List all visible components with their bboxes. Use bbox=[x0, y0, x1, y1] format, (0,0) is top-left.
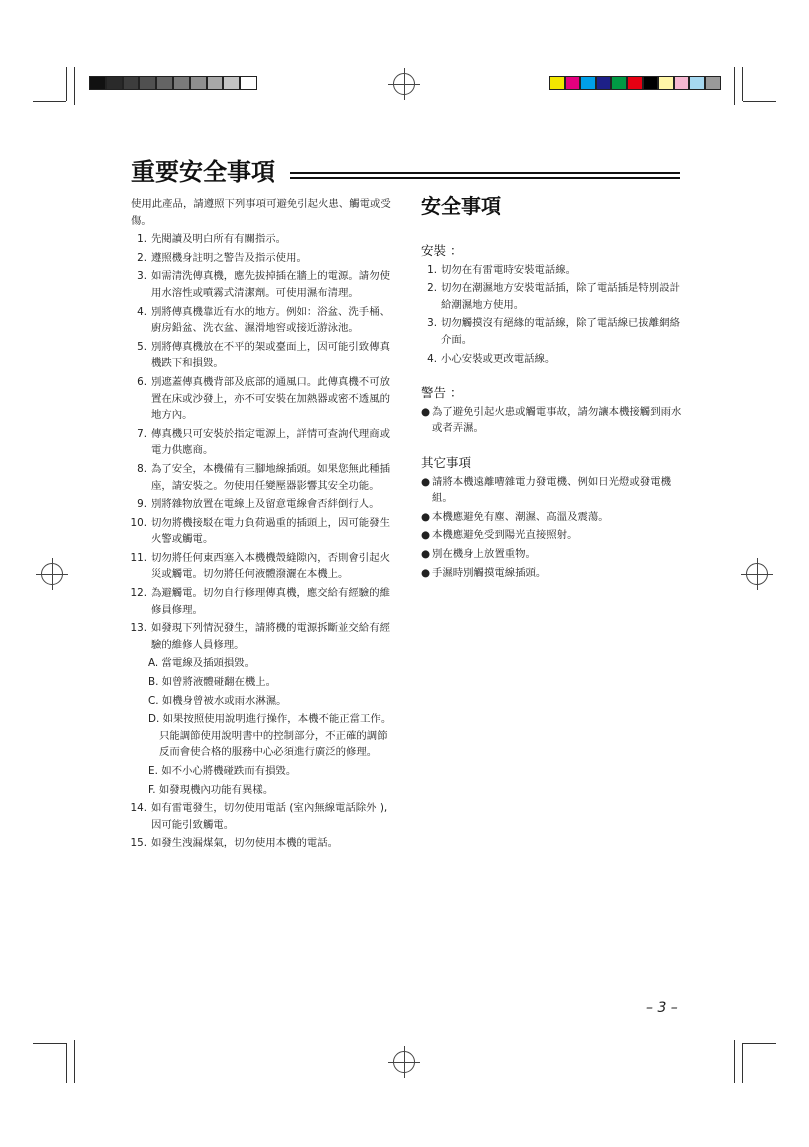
gray-color-bar bbox=[89, 76, 257, 90]
bullet-icon: ● bbox=[421, 529, 431, 542]
other-heading: 其它事項 bbox=[421, 454, 472, 470]
color-swatch bbox=[705, 76, 721, 90]
list-item: 9. 別將雜物放置在電線上及留意電線會否絆倒行人。 bbox=[137, 498, 380, 511]
page-number: – 3 – bbox=[646, 1000, 678, 1016]
safety-notes-column bbox=[421, 193, 683, 599]
sub-list-item: B. 如曾將液體碰翻在機上。 bbox=[148, 676, 277, 689]
list-item: 13. 如發現下列情況發生，請將機的電源拆斷並交給有經驗的維修人員修理。 A. 當電線及插頭損毀。 B. 如曾將液體碰翻在機上。 C. 如機身曾被水或雨水淋濕。 D. 如果按照使用說明進行操作，本機不能正當工作。只能調節使用說明書中的控制部分，不正確的調節反而會使合格的服務中心必須進行廣泛的修理。 E. 如不小心將機碰跌而有損毀。 F. 如發現機內功能有異樣。 bbox=[131, 620, 393, 798]
bullet-icon: ● bbox=[421, 566, 431, 579]
color-swatch bbox=[580, 76, 596, 90]
install-list bbox=[421, 262, 683, 368]
sub-list-item: A. 當電線及插頭損毀。 bbox=[148, 657, 256, 670]
list-item: ● 手濕時別觸摸電線插頭。 bbox=[421, 565, 683, 582]
list-item: 2. 切勿在潮濕地方安裝電話插，除了電話插是特別設計給潮濕地方使用。 bbox=[427, 282, 680, 311]
registration-mark-top bbox=[393, 73, 415, 95]
color-swatch bbox=[643, 76, 659, 90]
color-swatch bbox=[156, 76, 173, 90]
color-swatch bbox=[190, 76, 207, 90]
other-list bbox=[421, 474, 683, 582]
warning-heading: 警告 ： bbox=[421, 385, 463, 401]
color-swatch bbox=[123, 76, 140, 90]
install-heading: 安裝 ： bbox=[421, 243, 463, 258]
sub-list-item: F. 如發現機內功能有異樣。 bbox=[148, 783, 274, 796]
list-item: 6. 別遮蓋傳真機背部及底部的通風口。此傳真機不可放置在床或沙發上，亦不可安裝在加熱器或密不透風的地方內。 bbox=[137, 375, 390, 422]
color-swatch bbox=[674, 76, 690, 90]
color-swatch bbox=[207, 76, 224, 90]
other-section bbox=[421, 455, 683, 581]
color-swatch bbox=[549, 76, 565, 90]
registration-mark-right bbox=[746, 563, 768, 585]
list-item: 14. 如有雷電發生，切勿使用電話 (室內無線電話除外 ), 因可能引致觸電。 bbox=[130, 802, 388, 831]
list-item: 15. 如發生洩漏煤氣，切勿使用本機的電話。 bbox=[130, 837, 339, 850]
bullet-icon: ● bbox=[421, 475, 431, 488]
color-swatch bbox=[240, 76, 257, 90]
color-swatch bbox=[223, 76, 240, 90]
color-swatch bbox=[627, 76, 643, 90]
list-item: ● 請將本機遠離嘈雜電力發電機、例如日光燈或發電機組。 bbox=[421, 475, 671, 505]
sub-list-item: D. 如果按照使用說明進行操作，本機不能正當工作。只能調節使用說明書中的控制部分，不正確的調節反而會使合格的服務中心必須進行廣泛的修理。 bbox=[148, 713, 392, 759]
intro-text: 使用此產品，請遵照下列事項可避免引起火患、觸電或受傷。 bbox=[131, 198, 391, 227]
list-item: 10. 切勿將機接駁在電力負荷過重的插頭上，因可能發生火警或觸電。 bbox=[130, 516, 390, 546]
list-item: 11. 切勿將任何東西塞入本機機殼縫隙內，否則會引起火災或觸電。切勿將任何液體潑灑在本機上。 bbox=[130, 551, 390, 581]
warning-section bbox=[421, 385, 683, 437]
warning-list bbox=[421, 404, 683, 437]
list-item: ● 本機應避免有塵、潮濕、高溫及震蕩。 bbox=[421, 509, 683, 526]
safety-instructions-column bbox=[131, 196, 393, 854]
list-item: ● 本機應避免受到陽光直接照射。 bbox=[421, 527, 683, 544]
list-item: 3. 切勿觸摸沒有絕緣的電話線，除了電話線已拔離網絡介面。 bbox=[427, 317, 680, 346]
process-color-bar bbox=[549, 76, 721, 90]
page-title: 重要安全事項 bbox=[131, 158, 275, 186]
list-item: 4. 小心安裝或更改電話線。 bbox=[427, 352, 556, 365]
color-swatch bbox=[106, 76, 123, 90]
color-swatch bbox=[173, 76, 190, 90]
list-item: ● 為了避免引起火患或觸電事故，請勿讓本機接觸到雨水或者弄濕。 bbox=[421, 405, 682, 435]
install-section bbox=[421, 243, 683, 367]
list-item: 8. 為了安全，本機備有三腳地線插頭。如果您無此種插座，請安裝之。勿使用任變壓器影響其安全功能。 bbox=[137, 462, 390, 492]
color-swatch bbox=[139, 76, 156, 90]
color-swatch bbox=[89, 76, 106, 90]
list-item: 4. 別將傳真機靠近有水的地方。例如：浴盆、洗手桶、廚房鉛盆、洗衣盆、濕滑地窖或接近游泳池。 bbox=[137, 305, 390, 335]
safety-list bbox=[131, 231, 393, 852]
sub-list-item: C. 如機身曾被水或雨水淋濕。 bbox=[148, 694, 287, 707]
list-item: 3. 如需清洗傳真機，應先拔掉插在牆上的電源。請勿使用水溶性或噴霧式清潔劑。可使用濕布清理。 bbox=[137, 270, 390, 299]
section-title: 安全事項 bbox=[421, 194, 501, 218]
color-swatch bbox=[689, 76, 705, 90]
list-item: ● 別在機身上放置重物。 bbox=[421, 546, 683, 563]
color-swatch bbox=[596, 76, 612, 90]
list-item: 7. 傳真機只可安裝於指定電源上，詳情可查詢代理商或電力供應商。 bbox=[137, 427, 390, 457]
list-item: 12. 為避觸電。切勿自行修理傳真機，應交給有經驗的維修員修理。 bbox=[130, 587, 390, 616]
list-item: 5. 別將傳真機放在不平的架或臺面上，因可能引致傳真機跌下和損毀。 bbox=[137, 340, 390, 370]
list-item: 2. 遵照機身註明之警告及指示使用。 bbox=[137, 251, 307, 264]
color-swatch bbox=[611, 76, 627, 90]
list-item: 1. 先閱讀及明白所有有關指示。 bbox=[137, 233, 287, 246]
list-item: 1. 切勿在有雷電時安裝電話線。 bbox=[427, 263, 577, 276]
sub-list bbox=[131, 655, 393, 798]
bullet-icon: ● bbox=[421, 547, 431, 560]
registration-mark-bottom bbox=[393, 1051, 415, 1073]
color-swatch bbox=[565, 76, 581, 90]
title-rule bbox=[290, 172, 680, 179]
registration-mark-left bbox=[41, 563, 63, 585]
bullet-icon: ● bbox=[421, 510, 431, 523]
sub-list-item: E. 如不小心將機碰跌而有損毀。 bbox=[148, 765, 297, 777]
color-swatch bbox=[658, 76, 674, 90]
bullet-icon: ● bbox=[421, 405, 431, 418]
